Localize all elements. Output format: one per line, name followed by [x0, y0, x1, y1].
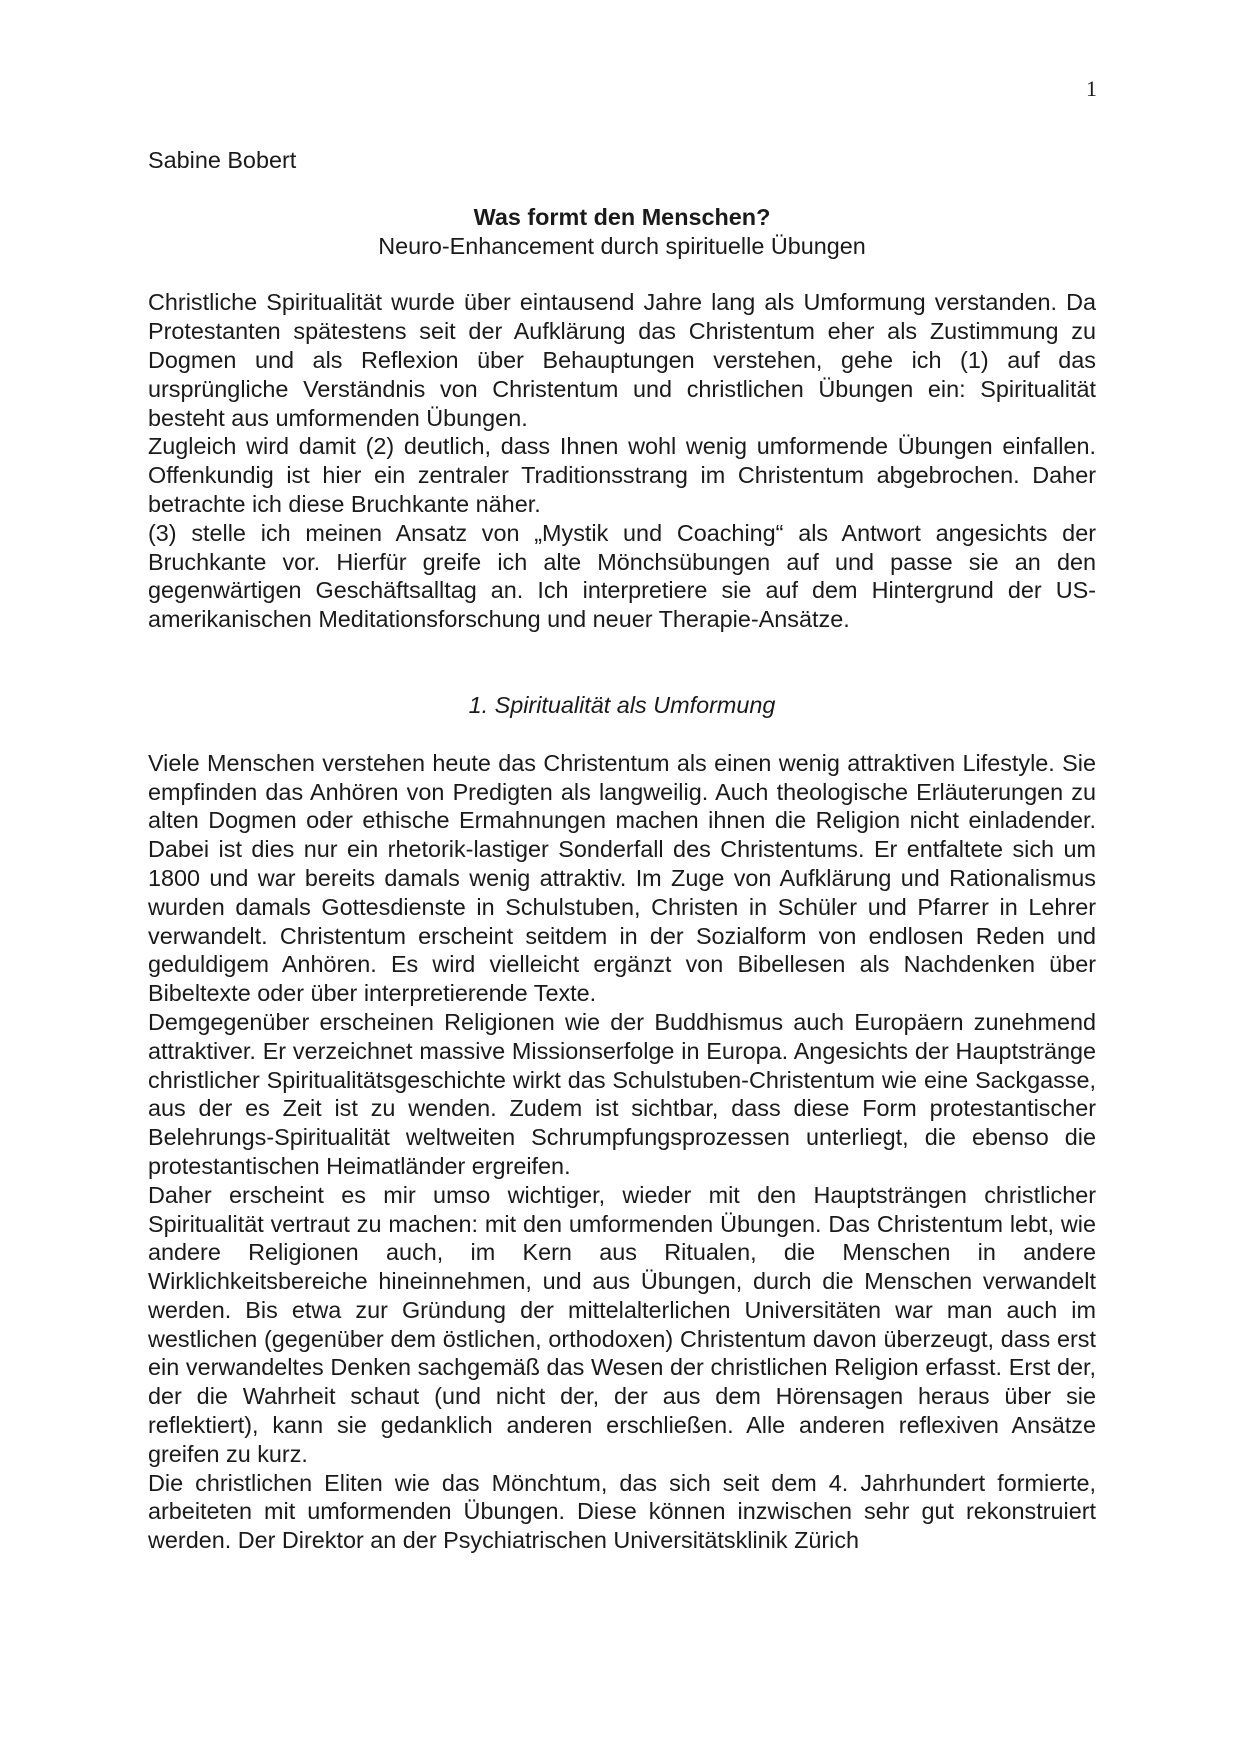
- document-body: [148, 146, 1096, 1555]
- intro-paragraph-3: (3) stelle ich meinen Ansatz von „Mystik und Coaching“ als Antwort angesichts der Bruchkante vor. Hierfür greife ich alte Mönchsübungen auf und passe sie an den gegenwärtigen Geschäftsalltag an. Ich interpretiere sie auf dem Hintergrund der US-amerikanischen Meditationsforschung und neuer Therapie-Ansätze.: [148, 519, 1096, 633]
- section-paragraph-2: Demgegenüber erscheinen Religionen wie der Buddhismus auch Europäern zunehmend attraktiver. Er verzeichnet massive Missionserfolge in Europa. Angesichts der Hauptstränge christlicher Spiritualitätsgeschichte wirkt das Schulstuben-Christentum wie eine Sackgasse, aus der es Zeit ist zu wenden. Zudem ist sichtbar, dass diese Form protestantischer Belehrungs-Spiritualität weltweiten Schrumpfungsprozessen unterliegt, die ebenso die protestantischen Heimatländer ergreifen.: [148, 1008, 1096, 1179]
- section-heading: 1. Spiritualität als Umformung: [468, 691, 776, 718]
- intro-section: [148, 288, 1096, 634]
- document-subtitle: Neuro-Enhancement durch spirituelle Übungen: [378, 232, 866, 259]
- intro-paragraph-2: Zugleich wird damit (2) deutlich, dass Ihnen wohl wenig umformende Übungen einfallen. Offenkundig ist hier ein zentraler Traditionsstrang im Christentum abgebrochen. Daher betrachte ich diese Bruchkante näher.: [148, 433, 1096, 517]
- section-paragraph-4: Die christlichen Eliten wie das Mönchtum, das sich seit dem 4. Jahrhundert formierte, arbeiteten mit umformenden Übungen. Diese können inzwischen sehr gut rekonstruiert werden. Der Direktor an der Psychiatrischen Universitätsklinik Zürich: [148, 1469, 1096, 1554]
- document-title: Was formt den Menschen?: [473, 203, 771, 230]
- author-name: Sabine Bobert: [148, 147, 297, 173]
- section-paragraph-3: Daher erscheint es mir umso wichtiger, wieder mit den Hauptsträngen christlicher Spiritualität vertraut zu machen: mit den umformenden Übungen. Das Christentum lebt, wie andere Religionen auch, im Kern aus Ritualen, die Menschen in andere Wirklichkeitsbereiche hineinnehmen, und aus Übungen, durch die Menschen verwandelt werden. Bis etwa zur Gründung der mittelalterlichen Universitäten war man auch im westlichen (gegenüber dem östlichen, orthodoxen) Christentum davon überzeugt, dass erst ein verwandeltes Denken sachgemäß das Wesen der christlichen Religion erfasst. Erst der, der die Wahrheit schaut (und nicht der, der aus dem Hörensagen heraus über sie reflektiert), kann sie gedanklich anderen erschließen. Alle anderen reflexiven Ansätze greifen zu kurz.: [148, 1181, 1096, 1467]
- section-paragraph-1: Viele Menschen verstehen heute das Christentum als einen wenig attraktiven Lifestyle. Sie empfinden das Anhören von Predigten als langweilig. Auch theologische Erläuterungen zu alten Dogmen oder ethische Ermahnungen machen ihnen die Religion nicht einladender. Dabei ist dies nur ein rhetorik-lastiger Sonderfall des Christentums. Er entfaltete sich um 1800 und war bereits damals wenig attraktiv. Im Zuge von Aufklärung und Rationalismus wurden damals Gottesdienste in Schulstuben, Christen in Schüler und Pfarrer in Lehrer verwandelt. Christentum erscheint seitdem in der Sozialform von endlosen Reden und geduldigem Anhören. Es wird vielleicht ergänzt von Bibellesen als Nachdenken über Bibeltexte oder über interpretierende Texte.: [148, 749, 1096, 1007]
- section-body: [148, 749, 1096, 1555]
- intro-paragraph-1: Christliche Spiritualität wurde über eintausend Jahre lang als Umformung verstanden. Da Protestanten spätestens seit der Aufklärung das Christentum eher als Zustimmung zu Dogmen und als Reflexion über Behauptungen verstehen, gehe ich (1) auf das ursprüngliche Verständnis von Christentum und christlichen Übungen ein: Spiritualität besteht aus umformenden Übungen.: [148, 289, 1096, 431]
- page-number: 1: [1086, 76, 1097, 101]
- title-block: [148, 203, 1096, 261]
